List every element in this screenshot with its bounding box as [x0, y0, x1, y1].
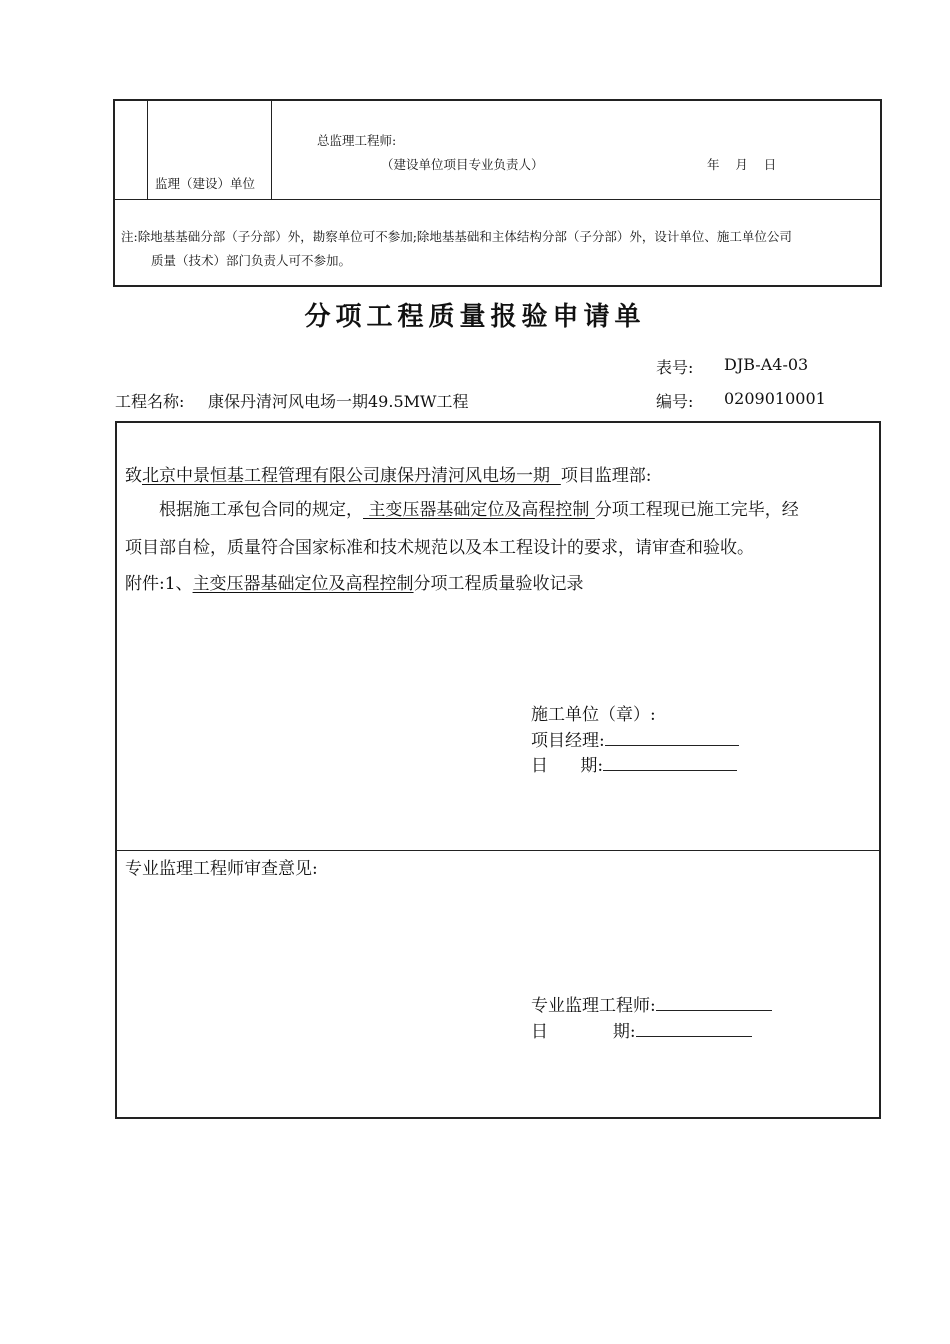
engineer-label: 专业监理工程师:	[531, 996, 656, 1016]
project-manager-blank[interactable]	[605, 731, 739, 746]
table-divider	[147, 101, 148, 199]
paragraph-1-start: 根据施工承包合同的规定，	[159, 500, 363, 520]
addressee-line	[125, 461, 652, 486]
chief-engineer-label: 总监理工程师:	[317, 133, 397, 148]
table-divider	[271, 101, 272, 199]
paragraph-1	[159, 495, 799, 520]
addressee-suffix: 项目监理部:	[560, 466, 652, 486]
owner-rep-label: （建设单位项目专业负责人）	[381, 157, 544, 172]
attachment-item: 主变压器基础定位及高程控制	[192, 574, 414, 594]
contractor-date-blank[interactable]	[603, 756, 737, 771]
attachment-line	[125, 569, 584, 594]
page-title: 分项工程质量报验申请单	[304, 302, 646, 332]
contractor-date-line	[531, 751, 737, 776]
addressee-org: 北京中景恒基工程管理有限公司康保丹清河风电场一期	[142, 466, 561, 486]
attachment-prefix: 附件:1、	[125, 574, 193, 594]
note-text-cont: 质量（技术）部门负责人可不参加。	[151, 253, 352, 268]
project-name-value: 康保丹清河风电场一期49.5MW工程	[208, 392, 469, 411]
serial-label: 编号:	[656, 392, 694, 411]
supervision-unit-label: 监理（建设）单位	[155, 176, 256, 191]
date-label: 年 月 日	[707, 157, 777, 172]
section-divider	[117, 850, 879, 851]
review-date-label: 日 期:	[531, 1022, 636, 1042]
paragraph-1-end: 分项工程现已施工完毕，经	[594, 500, 799, 520]
review-date-blank[interactable]	[636, 1022, 752, 1037]
review-date-line	[531, 1017, 752, 1042]
project-name-label: 工程名称:	[115, 392, 185, 411]
table-divider	[115, 199, 880, 200]
engineer-blank[interactable]	[656, 996, 772, 1011]
project-manager-label: 项目经理:	[531, 731, 605, 751]
review-heading: 专业监理工程师审查意见:	[125, 859, 318, 879]
contractor-seal-label: 施工单位（章）:	[531, 705, 656, 725]
serial-value: 0209010001	[724, 389, 826, 408]
project-manager-line	[531, 726, 739, 751]
supervision-sign-table	[113, 99, 882, 287]
paragraph-2: 项目部自检，质量符合国家标准和技术规范以及本工程设计的要求，请审查和验收。	[125, 538, 754, 558]
table-no-value: DJB-A4-03	[724, 355, 809, 374]
note-text: 注:除地基基础分部（子分部）外，勘察单位可不参加;除地基基础和主体结构分部（子分部）外，设计单位、施工单位公司	[121, 229, 792, 244]
inspection-request-form	[115, 421, 881, 1119]
table-no-label: 表号:	[656, 358, 694, 377]
contractor-date-label: 日 期:	[531, 756, 604, 776]
engineer-line	[531, 991, 772, 1016]
attachment-suffix: 分项工程质量验收记录	[413, 574, 584, 594]
addressee-prefix: 致	[125, 466, 142, 486]
subitem-name: 主变压器基础定位及高程控制	[363, 500, 595, 520]
